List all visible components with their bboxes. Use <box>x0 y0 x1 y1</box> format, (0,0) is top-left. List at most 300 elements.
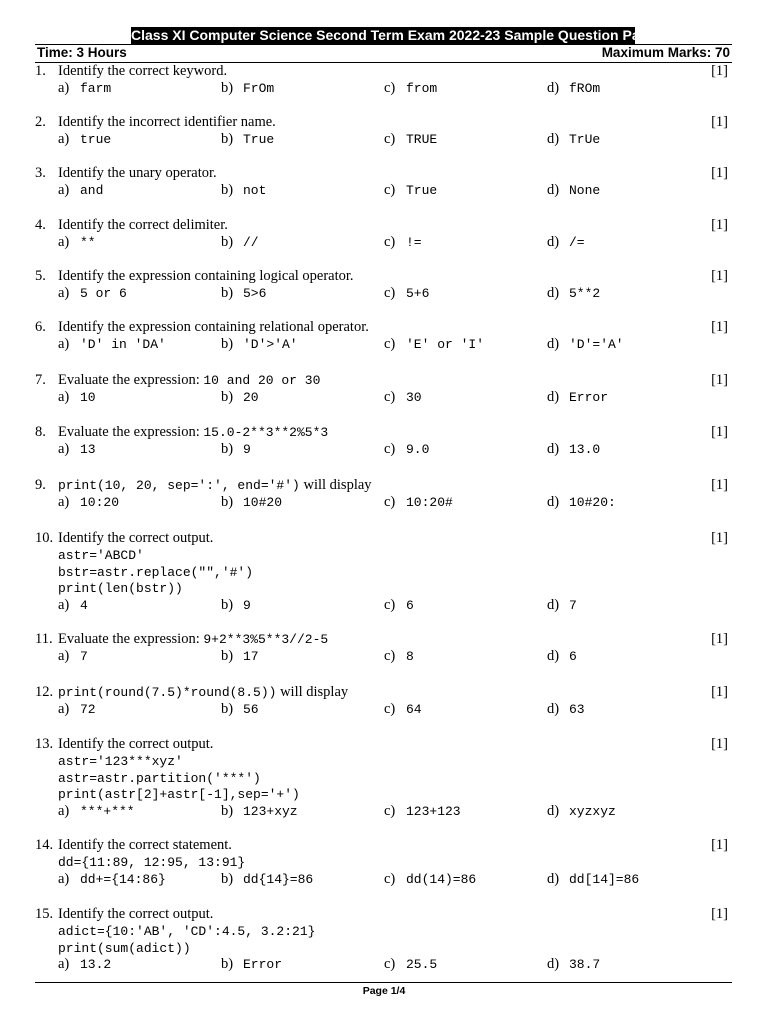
code-text: bstr=astr.replace("",'#') <box>58 564 254 580</box>
question-text: Identify the correct delimiter. <box>58 217 228 233</box>
options-row <box>35 389 732 407</box>
option-label: c) <box>384 956 396 972</box>
option-text: 25.5 <box>406 957 438 972</box>
option-text: 38.7 <box>569 957 601 972</box>
question-text: will display <box>303 477 372 493</box>
option-label: c) <box>384 648 396 664</box>
question-number: 14. <box>35 837 54 853</box>
option-text: ***+*** <box>80 803 135 819</box>
option-text: 123+xyz <box>243 803 298 819</box>
question-text: will display <box>280 684 349 700</box>
question-stem-line <box>35 906 732 923</box>
question-12 <box>35 684 732 719</box>
option-text: 20 <box>243 390 259 405</box>
option-a <box>58 701 96 718</box>
option-label: d) <box>547 389 560 405</box>
option-label: c) <box>384 870 396 887</box>
option-c <box>384 802 461 820</box>
question-text: Identify the expression containing relational operator. <box>58 319 369 335</box>
option-label: b) <box>221 234 234 250</box>
option-text: dd(14)=86 <box>406 871 477 887</box>
question-number: 15. <box>35 906 54 922</box>
option-label: d) <box>547 336 560 352</box>
option-label: b) <box>221 956 234 972</box>
question-1 <box>35 63 732 98</box>
options-row <box>35 956 732 974</box>
option-label: b) <box>221 182 234 198</box>
option-label: a) <box>58 870 70 887</box>
option-label: a) <box>58 182 70 198</box>
question-marks: [1] <box>711 165 728 181</box>
question-stem <box>58 837 232 854</box>
option-d <box>547 870 640 888</box>
option-label: d) <box>547 870 560 887</box>
option-b <box>221 441 251 458</box>
question-marks: [1] <box>711 837 728 853</box>
option-d <box>547 441 601 458</box>
option-label: d) <box>547 701 560 717</box>
option-b <box>221 648 259 665</box>
code-text: print(sum(adict)) <box>58 940 191 956</box>
options-row <box>35 336 732 354</box>
question-7 <box>35 372 732 407</box>
question-number: 10. <box>35 530 54 546</box>
question-marks: [1] <box>711 477 728 493</box>
option-label: b) <box>221 870 234 887</box>
question-code-inline: print(round(7.5)*round(8.5)) <box>58 685 277 700</box>
option-c <box>384 389 422 406</box>
question-stem-line <box>35 217 732 234</box>
option-c <box>384 285 430 302</box>
option-label: a) <box>58 389 70 405</box>
option-label: c) <box>384 802 396 819</box>
question-stem <box>58 631 328 648</box>
question-number: 6. <box>35 319 46 335</box>
option-text: dd{14}=86 <box>243 871 314 887</box>
option-c <box>384 234 422 251</box>
option-d <box>547 802 616 820</box>
option-text: dd[14]=86 <box>569 871 640 887</box>
question-number: 5. <box>35 268 46 284</box>
question-stem <box>58 165 217 182</box>
question-number: 8. <box>35 424 46 440</box>
option-label: a) <box>58 80 70 96</box>
code-text: print(astr[2]+astr[-1],sep='+') <box>58 787 300 802</box>
option-b <box>221 285 267 302</box>
option-label: b) <box>221 131 234 147</box>
option-a <box>58 494 120 511</box>
question-code-inline: print(10, 20, sep=':', end='#') <box>58 478 300 493</box>
code-line <box>35 940 732 957</box>
option-label: c) <box>384 234 396 250</box>
option-label: b) <box>221 80 234 96</box>
option-label: a) <box>58 802 70 819</box>
question-10 <box>35 530 732 615</box>
question-number: 7. <box>35 372 46 388</box>
option-text: 9 <box>243 442 251 457</box>
code-line <box>35 770 732 787</box>
option-label: d) <box>547 234 560 250</box>
code-line <box>35 564 732 581</box>
option-text: xyzxyz <box>569 803 616 819</box>
option-c <box>384 870 477 888</box>
footer-rule <box>35 982 732 983</box>
option-label: c) <box>384 285 396 301</box>
question-number: 1. <box>35 63 46 79</box>
option-text: 10:20 <box>80 495 120 510</box>
option-text: /= <box>569 235 585 250</box>
option-text: TrUe <box>569 132 601 147</box>
option-label: b) <box>221 648 234 664</box>
option-label: d) <box>547 131 560 147</box>
question-number: 9. <box>35 477 46 493</box>
options-row <box>35 131 732 149</box>
question-stem <box>58 217 228 234</box>
code-text: dd={11:89, 12:95, 13:91} <box>58 855 246 870</box>
option-b <box>221 596 251 614</box>
option-text: 123+123 <box>406 803 461 819</box>
option-label: a) <box>58 701 70 717</box>
option-text: 'D'='A' <box>569 337 624 352</box>
question-13 <box>35 736 732 821</box>
code-text: print(len(bstr)) <box>58 581 183 596</box>
option-d <box>547 956 601 973</box>
question-code-inline: 15.0-2**3**2%5*3 <box>203 425 329 440</box>
option-text: 5>6 <box>243 286 267 301</box>
option-label: a) <box>58 441 70 457</box>
option-c <box>384 494 453 511</box>
option-b <box>221 494 283 511</box>
option-c <box>384 80 438 97</box>
option-label: d) <box>547 648 560 664</box>
option-d <box>547 285 601 302</box>
option-label: c) <box>384 494 396 510</box>
option-text: not <box>243 183 267 198</box>
option-text: 13 <box>80 442 96 457</box>
option-label: b) <box>221 441 234 457</box>
option-text: 9 <box>243 597 251 613</box>
question-number: 3. <box>35 165 46 181</box>
question-marks: [1] <box>711 631 728 647</box>
option-b <box>221 336 298 353</box>
option-text: True <box>406 183 438 198</box>
option-b <box>221 701 259 718</box>
option-label: c) <box>384 701 396 717</box>
question-code-inline: 10 and 20 or 30 <box>203 373 321 388</box>
option-text: farm <box>80 81 112 96</box>
question-stem-line <box>35 372 732 389</box>
option-b <box>221 131 275 148</box>
question-stem <box>58 684 348 701</box>
question-3 <box>35 165 732 200</box>
question-stem <box>58 319 369 336</box>
option-label: b) <box>221 494 234 510</box>
option-label: c) <box>384 80 396 96</box>
question-marks: [1] <box>711 372 728 388</box>
option-d <box>547 131 601 148</box>
option-d <box>547 389 609 406</box>
option-text: None <box>569 183 601 198</box>
option-a <box>58 441 96 458</box>
question-text: Evaluate the expression: <box>58 424 200 440</box>
question-stem-line <box>35 424 732 441</box>
question-marks: [1] <box>711 268 728 284</box>
option-text: 9.0 <box>406 442 430 457</box>
option-c <box>384 182 438 199</box>
option-text: Error <box>243 957 283 972</box>
code-line <box>35 786 732 803</box>
option-a <box>58 956 112 973</box>
option-d <box>547 182 601 199</box>
option-label: d) <box>547 494 560 510</box>
option-text: 6 <box>406 597 414 613</box>
option-text: 72 <box>80 702 96 717</box>
option-label: a) <box>58 648 70 664</box>
option-b <box>221 234 259 251</box>
option-text: // <box>243 235 259 250</box>
code-text: astr=astr.partition('***') <box>58 770 261 786</box>
option-text: 10 <box>80 390 96 405</box>
question-stem-line <box>35 530 732 547</box>
option-text: 5+6 <box>406 286 430 301</box>
question-text: Identify the correct statement. <box>58 837 232 853</box>
option-text: 56 <box>243 702 259 717</box>
code-line <box>35 547 732 564</box>
question-stem-line <box>35 837 732 854</box>
option-label: c) <box>384 596 396 613</box>
option-text: 13.2 <box>80 957 112 972</box>
option-c <box>384 701 422 718</box>
question-stem-line <box>35 114 732 131</box>
option-label: a) <box>58 336 70 352</box>
question-number: 4. <box>35 217 46 233</box>
options-row <box>35 494 732 512</box>
options-row <box>35 441 732 459</box>
option-a <box>58 870 166 888</box>
max-marks-label: Maximum Marks: 70 <box>601 45 730 60</box>
question-stem-line <box>35 631 732 648</box>
question-marks: [1] <box>711 319 728 335</box>
option-label: d) <box>547 956 560 972</box>
question-stem-line <box>35 736 732 753</box>
question-8 <box>35 424 732 459</box>
options-row <box>35 701 732 719</box>
option-b <box>221 956 283 973</box>
question-stem-line <box>35 684 732 701</box>
option-d <box>547 80 601 97</box>
option-d <box>547 336 624 353</box>
options-row <box>35 234 732 252</box>
option-a <box>58 336 166 353</box>
options-row <box>35 648 732 666</box>
option-c <box>384 596 414 614</box>
option-text: and <box>80 183 104 198</box>
question-text: Identify the correct keyword. <box>58 63 228 79</box>
option-a <box>58 596 88 614</box>
option-b <box>221 389 259 406</box>
options-row <box>35 803 732 821</box>
question-marks: [1] <box>711 736 728 752</box>
question-stem <box>58 372 320 389</box>
option-label: d) <box>547 182 560 198</box>
question-number: 12. <box>35 684 54 700</box>
question-stem <box>58 63 227 80</box>
option-b <box>221 802 298 820</box>
code-text: astr='ABCD' <box>58 548 144 563</box>
option-text: 'E' or 'I' <box>406 337 485 352</box>
question-number: 2. <box>35 114 46 130</box>
option-c <box>384 648 414 665</box>
option-text: dd+={14:86} <box>80 871 166 887</box>
question-2 <box>35 114 732 149</box>
option-text: 10#20 <box>243 495 283 510</box>
options-row <box>35 80 732 98</box>
question-stem <box>58 530 213 547</box>
option-text: 'D' in 'DA' <box>80 337 166 352</box>
option-c <box>384 336 485 353</box>
option-d <box>547 701 585 718</box>
question-4 <box>35 217 732 252</box>
option-c <box>384 956 438 973</box>
option-text: 10:20# <box>406 495 453 510</box>
option-text: 6 <box>569 649 577 664</box>
question-marks: [1] <box>711 424 728 440</box>
option-text: 7 <box>569 597 577 613</box>
option-label: d) <box>547 285 560 301</box>
option-text: 63 <box>569 702 585 717</box>
option-label: a) <box>58 234 70 250</box>
question-text: Identify the correct output. <box>58 530 214 546</box>
option-text: from <box>406 81 438 96</box>
code-line <box>35 854 732 871</box>
option-text: fROm <box>569 81 601 96</box>
option-text: FrOm <box>243 81 275 96</box>
option-label: b) <box>221 701 234 717</box>
question-stem-line <box>35 477 732 494</box>
option-label: d) <box>547 596 560 613</box>
code-line <box>35 923 732 940</box>
option-text: ** <box>80 235 96 250</box>
option-label: b) <box>221 336 234 352</box>
option-text: 8 <box>406 649 414 664</box>
option-a <box>58 648 88 665</box>
option-text: true <box>80 132 112 147</box>
question-text: Identify the unary operator. <box>58 165 217 181</box>
options-row <box>35 871 732 889</box>
question-5 <box>35 268 732 303</box>
question-stem <box>58 424 328 441</box>
question-stem <box>58 736 213 753</box>
option-label: d) <box>547 802 560 819</box>
option-label: c) <box>384 441 396 457</box>
question-marks: [1] <box>711 684 728 700</box>
question-marks: [1] <box>711 906 728 922</box>
options-row <box>35 285 732 303</box>
option-label: c) <box>384 182 396 198</box>
question-number: 13. <box>35 736 54 752</box>
option-a <box>58 285 127 302</box>
question-text: Evaluate the expression: <box>58 372 200 388</box>
options-row <box>35 597 732 615</box>
question-11 <box>35 631 732 666</box>
option-d <box>547 648 577 665</box>
option-text: 64 <box>406 702 422 717</box>
option-text: 5**2 <box>569 286 601 301</box>
option-a <box>58 131 112 148</box>
question-14 <box>35 837 732 889</box>
question-stem-line <box>35 63 732 80</box>
option-c <box>384 441 430 458</box>
question-15 <box>35 906 732 974</box>
code-text: adict={10:'AB', 'CD':4.5, 3.2:21} <box>58 924 316 939</box>
option-text: Error <box>569 390 609 405</box>
question-text: Identify the expression containing logical operator. <box>58 268 354 284</box>
option-a <box>58 234 96 251</box>
question-stem-line <box>35 268 732 285</box>
option-text: 5 or 6 <box>80 286 127 301</box>
option-label: b) <box>221 596 234 613</box>
option-label: b) <box>221 285 234 301</box>
option-text: True <box>243 132 275 147</box>
option-text: 13.0 <box>569 442 601 457</box>
option-b <box>221 870 314 888</box>
question-stem <box>58 477 372 494</box>
option-a <box>58 802 135 820</box>
question-code-inline: 9+2**3%5**3//2-5 <box>203 632 329 647</box>
question-stem-line <box>35 319 732 336</box>
option-label: a) <box>58 131 70 147</box>
question-stem <box>58 268 354 285</box>
question-stem-line <box>35 165 732 182</box>
page-number: Page 1/4 <box>362 985 406 997</box>
option-text: 'D'>'A' <box>243 337 298 352</box>
question-text: Identify the correct output. <box>58 736 214 752</box>
option-text: != <box>406 235 422 250</box>
option-label: c) <box>384 336 396 352</box>
option-label: a) <box>58 596 70 613</box>
option-text: 30 <box>406 390 422 405</box>
option-d <box>547 596 577 614</box>
option-c <box>384 131 438 148</box>
question-6 <box>35 319 732 354</box>
code-text: astr='123***xyz' <box>58 754 183 769</box>
option-a <box>58 389 96 406</box>
option-label: d) <box>547 441 560 457</box>
question-marks: [1] <box>711 114 728 130</box>
question-marks: [1] <box>711 63 728 79</box>
question-number: 11. <box>35 631 53 647</box>
option-b <box>221 182 267 199</box>
option-label: c) <box>384 389 396 405</box>
question-text: Identify the correct output. <box>58 906 214 922</box>
question-marks: [1] <box>711 530 728 546</box>
option-label: c) <box>384 131 396 147</box>
option-label: a) <box>58 285 70 301</box>
option-text: TRUE <box>406 132 438 147</box>
question-stem <box>58 906 213 923</box>
option-text: 17 <box>243 649 259 664</box>
option-label: a) <box>58 956 70 972</box>
option-a <box>58 80 112 97</box>
code-line <box>35 753 732 770</box>
question-9 <box>35 477 732 512</box>
question-text: Evaluate the expression: <box>58 631 200 647</box>
option-label: b) <box>221 389 234 405</box>
exam-title: Class XI Computer Science Second Term Exam 2022-23 Sample Question Paper <box>131 27 662 43</box>
question-text: Identify the incorrect identifier name. <box>58 114 276 130</box>
option-label: d) <box>547 80 560 96</box>
option-d <box>547 494 616 511</box>
